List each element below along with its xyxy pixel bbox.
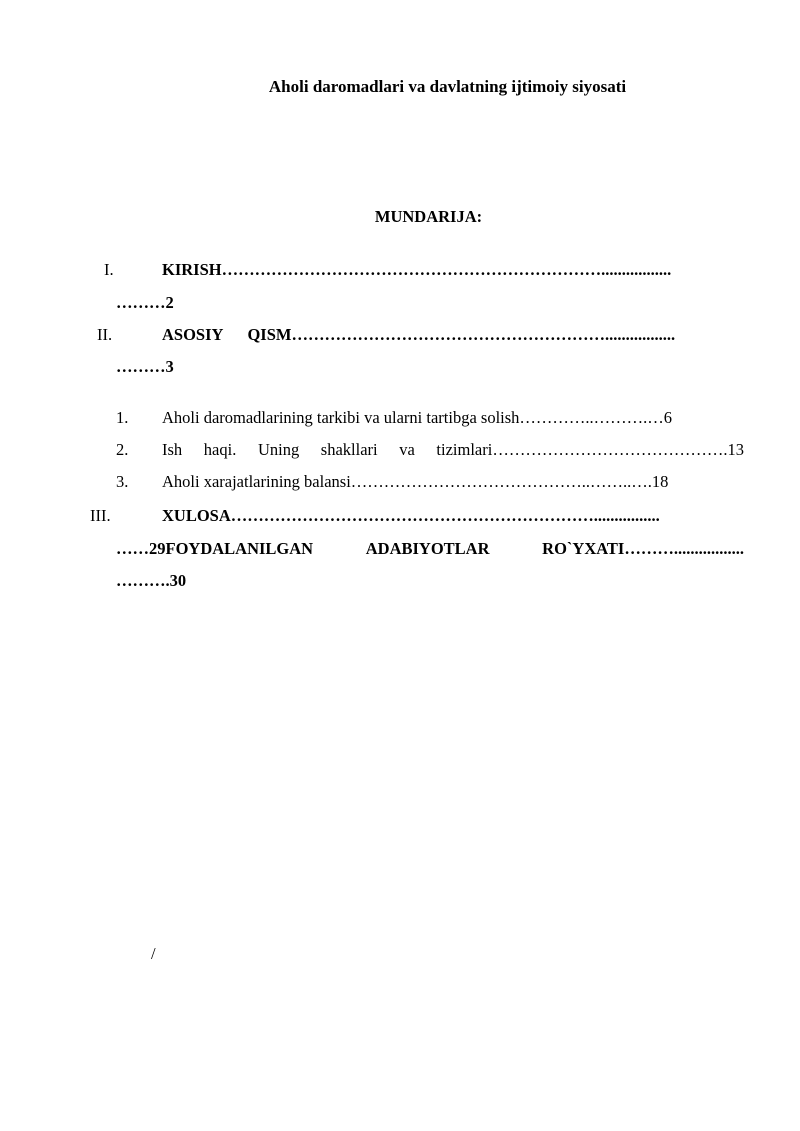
footer-mark: /	[151, 944, 156, 963]
toc-page-number: ………3	[116, 357, 174, 376]
toc-item: Aholi xarajatlarining balansi……………………………………..……..….18	[162, 474, 669, 491]
toc-section-number: II.	[97, 325, 113, 344]
toc-entry-xulosa: XULOSA…………………………………………………………................	[162, 508, 660, 525]
toc-item: Aholi daromadlarining tarkibi va ularni tartibga solish…………..……….…6	[162, 410, 673, 427]
toc-word: ……29FOYDALANILGAN	[116, 541, 314, 558]
toc-word: ASOSIY	[162, 327, 224, 344]
toc-item-number: 3.	[116, 472, 129, 491]
toc-word: Uning	[257, 442, 300, 459]
toc-item	[162, 442, 744, 459]
toc-word: QISM………………………………………………….................	[247, 327, 676, 344]
toc-word: ADABIYOTLAR	[365, 541, 490, 558]
toc-word: haqi.	[203, 442, 237, 459]
document-title: Aholi daromadlari va davlatning ijtimoiy siyosati	[268, 77, 627, 96]
toc-word: tizimlari…………………………………….13	[436, 442, 744, 459]
toc-word: RO`YXATI……….................	[542, 541, 744, 558]
toc-item-number: 2.	[116, 440, 129, 459]
toc-page-number: ………2	[116, 293, 174, 312]
toc-section-number: I.	[104, 260, 114, 279]
toc-page-number: ……….30	[116, 571, 187, 590]
toc-entry-adabiyotlar	[116, 541, 744, 558]
toc-word: shakllari	[320, 442, 378, 459]
toc-section-number: III.	[90, 506, 111, 525]
toc-word: va	[399, 442, 415, 459]
toc-item-number: 1.	[116, 408, 129, 427]
toc-entry-asosiy-qism	[162, 327, 744, 344]
toc-word: Ish	[162, 442, 183, 459]
toc-entry-kirish: KIRISH…………………………………………………………….................	[162, 262, 672, 279]
toc-heading: MUNDARIJA:	[374, 207, 483, 226]
